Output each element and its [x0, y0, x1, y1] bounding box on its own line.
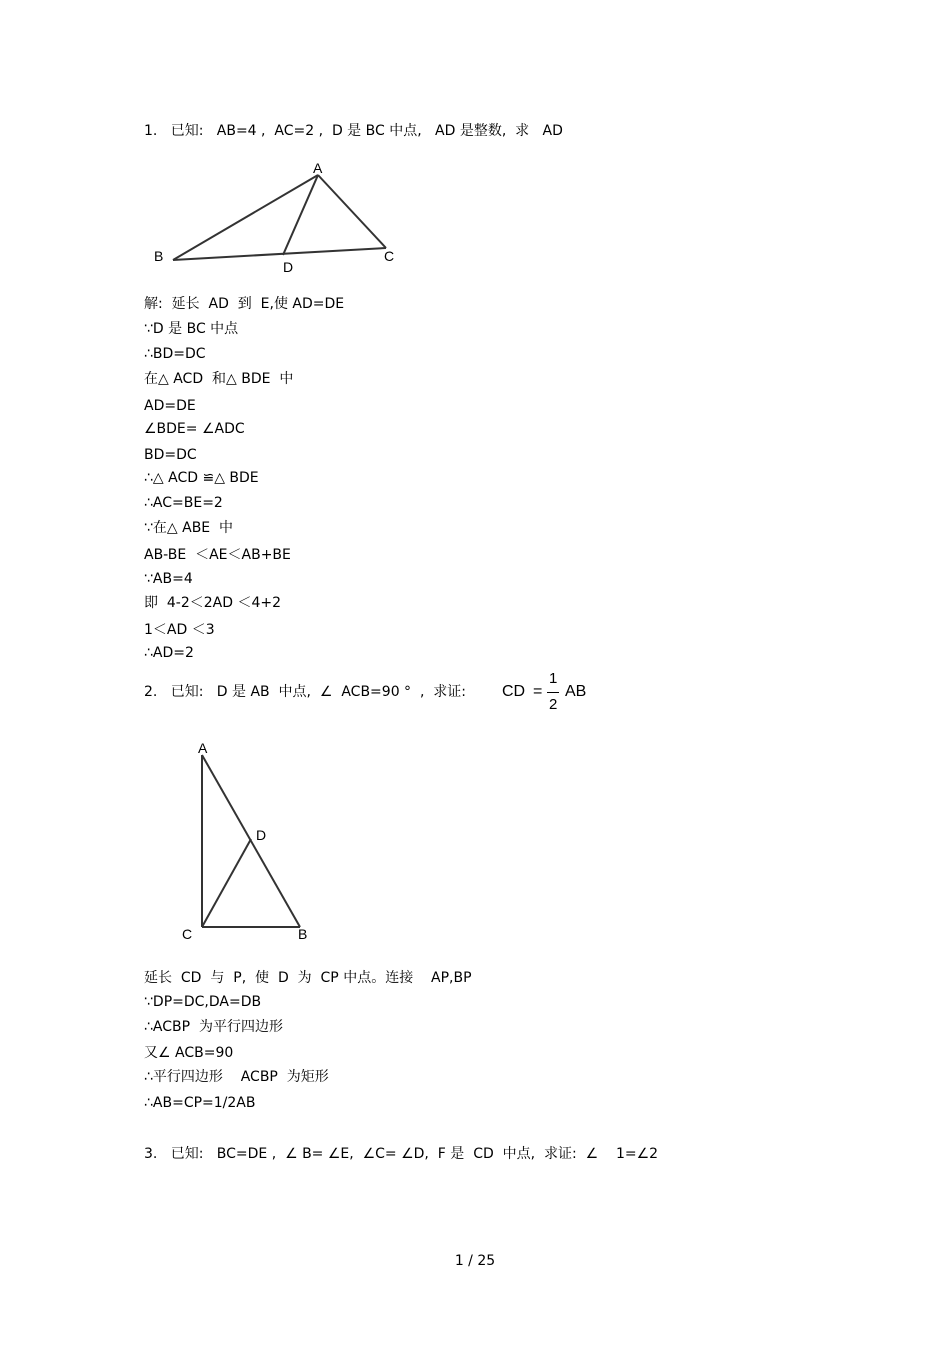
- solution-line: ∴△ ACD ≌△ BDE: [144, 470, 259, 486]
- solution-line: ∵DP=DC,DA=DB: [144, 994, 262, 1010]
- segment-AB: [173, 175, 318, 260]
- formula-lhs: CD: [502, 683, 526, 700]
- label-C: C: [384, 248, 395, 264]
- problem-2-formula: [502, 670, 592, 716]
- problem-1-statement: 1. 已知: AB=4 , AC=2 , D 是 BC 中点, AD 是整数, 求 AD: [144, 123, 563, 139]
- solution-line: ∴平行四边形 ACBP 为矩形: [144, 1069, 329, 1085]
- solution-line: ∴AD=2: [144, 645, 194, 661]
- page-number: 1 / 25: [454, 1253, 496, 1269]
- formula-rhs: AB: [565, 683, 587, 700]
- fraction-bar: [547, 692, 559, 693]
- formula-equals: =: [533, 683, 543, 700]
- fraction-numerator: 1: [549, 670, 558, 687]
- solution-line: 即 4-2＜2AD ＜4+2: [144, 595, 282, 611]
- solution-line: ∵AB=4: [144, 571, 193, 587]
- solution-line: ∠BDE= ∠ADC: [144, 421, 245, 437]
- solution-line: BD=DC: [144, 447, 197, 463]
- segment-BC: [173, 248, 386, 260]
- segment-CD: [202, 839, 251, 927]
- solution-line: AD=DE: [144, 398, 196, 414]
- segment-AD: [283, 175, 318, 255]
- label-B: B: [154, 248, 164, 264]
- solution-line: 解: 延长 AD 到 E,使 AD=DE: [144, 296, 345, 312]
- solution-line: ∴ACBP 为平行四边形: [144, 1019, 283, 1035]
- solution-line: 延长 CD 与 P, 使 D 为 CP 中点。连接 AP,BP: [144, 970, 472, 986]
- solution-line: 又∠ ACB=90: [144, 1045, 234, 1061]
- label-C: C: [182, 926, 193, 942]
- solution-line: ∴AB=CP=1/2AB: [144, 1095, 256, 1111]
- label-D: D: [283, 259, 294, 275]
- problem-2-figure: [175, 735, 325, 945]
- label-D: D: [256, 827, 267, 843]
- problem-1-figure: [140, 155, 420, 280]
- problem-2-statement: 2. 已知: D 是 AB 中点, ∠ ACB=90 ° , 求证:: [144, 684, 467, 700]
- problem-3-statement: 3. 已知: BC=DE , ∠ B= ∠E, ∠C= ∠D, F 是 CD 中点, 求证: ∠ 1=∠2: [144, 1146, 659, 1162]
- label-A: A: [313, 160, 323, 176]
- solution-line: 在△ ACD 和△ BDE 中: [144, 371, 294, 387]
- solution-line: AB-BE ＜AE＜AB+BE: [144, 547, 291, 563]
- solution-line: ∴BD=DC: [144, 346, 206, 362]
- label-A: A: [198, 740, 208, 756]
- fraction-denominator: 2: [549, 696, 558, 713]
- label-B: B: [298, 926, 308, 942]
- solution-line: ∵D 是 BC 中点: [144, 321, 239, 337]
- solution-line: ∴AC=BE=2: [144, 495, 223, 511]
- segment-AC: [318, 175, 386, 248]
- solution-line: 1＜AD ＜3: [144, 622, 215, 638]
- solution-line: ∵在△ ABE 中: [144, 520, 234, 536]
